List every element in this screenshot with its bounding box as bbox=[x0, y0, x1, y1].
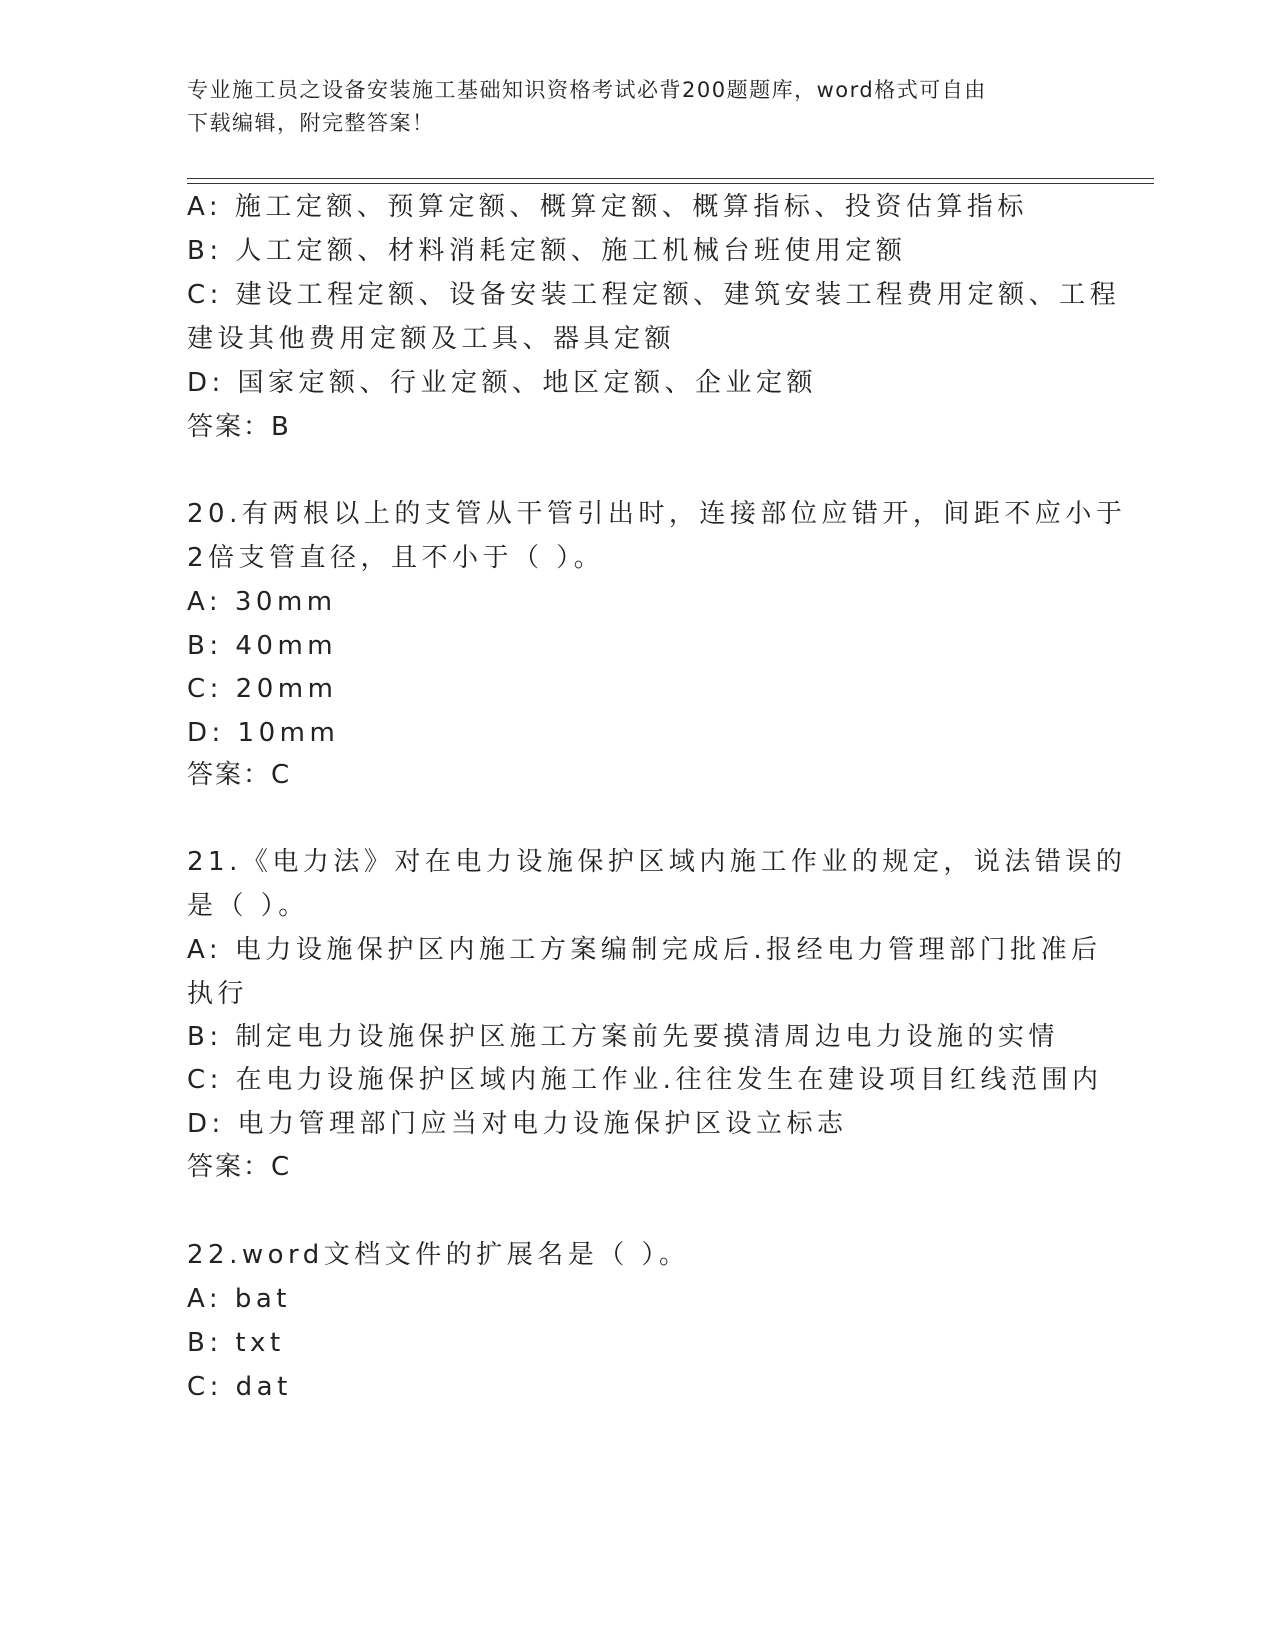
q22-option-b: B: txt bbox=[187, 1328, 285, 1358]
q19-option-c-line-2: 建设其他费用定额及工具、器具定额 bbox=[187, 324, 676, 354]
q22-option-c: C: dat bbox=[187, 1372, 292, 1402]
header-divider-top bbox=[187, 178, 1154, 179]
header-line-2: 下载编辑，附完整答案！ bbox=[187, 111, 435, 135]
q21-stem-line-1: 21.《电力法》对在电力设施保护区域内施工作业的规定，说法错误的 bbox=[187, 847, 1127, 877]
q19-option-d: D: 国家定额、行业定额、地区定额、企业定额 bbox=[187, 368, 818, 398]
q21-option-c: C: 在电力设施保护区域内施工作业.往往发生在建设项目红线范围内 bbox=[187, 1065, 1103, 1095]
q20-option-d: D: 10mm bbox=[187, 718, 340, 748]
q21-option-b: B: 制定电力设施保护区施工方案前先要摸清周边电力设施的实情 bbox=[187, 1022, 1059, 1052]
q19-option-c-line-1: C: 建设工程定额、设备安装工程定额、建筑安装工程费用定额、工程 bbox=[187, 280, 1121, 310]
q20-option-c: C: 20mm bbox=[187, 674, 338, 704]
q21-option-a-line-2: 执行 bbox=[187, 979, 249, 1009]
q20-answer: 答案：C bbox=[187, 760, 292, 790]
q22-stem: 22.word文档文件的扩展名是（ ）。 bbox=[187, 1240, 690, 1270]
q21-answer: 答案：C bbox=[187, 1152, 292, 1182]
q20-stem-line-1: 20.有两根以上的支管从干管引出时，连接部位应错开，间距不应小于 bbox=[187, 499, 1127, 529]
q21-option-a-line-1: A: 电力设施保护区内施工方案编制完成后.报经电力管理部门批准后 bbox=[187, 935, 1102, 965]
q19-option-a: A: 施工定额、预算定额、概算定额、概算指标、投资估算指标 bbox=[187, 192, 1028, 222]
q21-stem-line-2: 是（ ）。 bbox=[187, 891, 309, 921]
header-divider-bottom bbox=[187, 183, 1154, 184]
document-header bbox=[187, 74, 1087, 140]
q21-option-d: D: 电力管理部门应当对电力设施保护区设立标志 bbox=[187, 1109, 848, 1139]
q19-option-b: B: 人工定额、材料消耗定额、施工机械台班使用定额 bbox=[187, 236, 907, 266]
header-line-1: 专业施工员之设备安装施工基础知识资格考试必背200题题库，word格式可自由 bbox=[187, 78, 987, 102]
q20-stem-line-2: 2倍支管直径，且不小于（ ）。 bbox=[187, 543, 605, 573]
q20-option-a: A: 30mm bbox=[187, 587, 337, 617]
q20-option-b: B: 40mm bbox=[187, 631, 338, 661]
q19-answer: 答案：B bbox=[187, 412, 291, 442]
q22-option-a: A: bat bbox=[187, 1284, 291, 1314]
